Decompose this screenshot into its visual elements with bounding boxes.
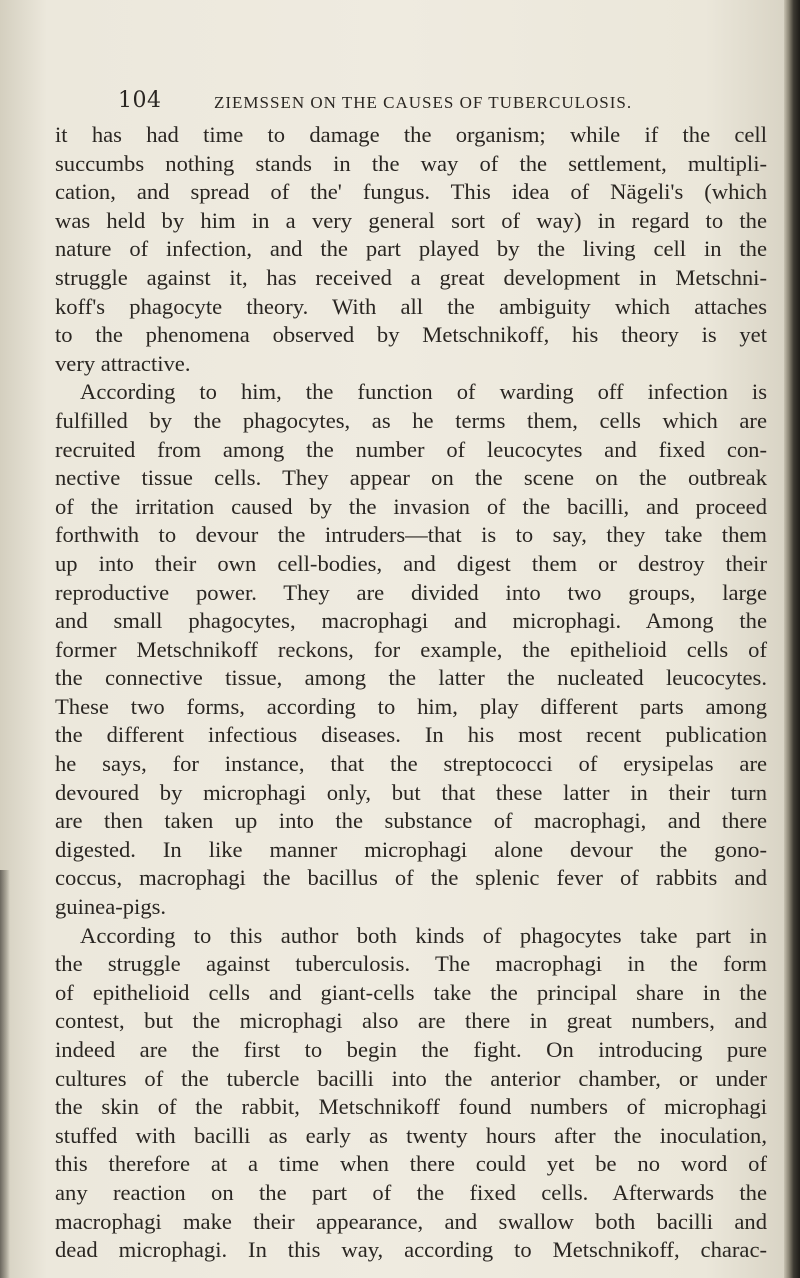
text-line: very attractive. [55, 350, 191, 376]
text-line: struggle against it, has received a great development in Metschni- [55, 264, 767, 290]
text-line: former Metschnikoff reckons, for example, the epithelioid cells of [55, 636, 767, 662]
page-edge-shadow [0, 870, 10, 1278]
text-line: These two forms, according to him, play different parts among [55, 693, 767, 719]
paragraph-start-line: According to this author both kinds of phagocytes take part in [80, 922, 767, 948]
text-line: guinea-pigs. [55, 894, 167, 920]
text-line: any reaction on the part of the fixed cells. Afterwards the [55, 1179, 767, 1205]
text-line: dead microphagi. In this way, according to Metschnikoff, charac- [55, 1237, 767, 1263]
text-line: koff's phagocyte theory. With all the ambiguity which attaches [55, 293, 767, 319]
text-line: this therefore at a time when there could yet be no word of [55, 1151, 767, 1177]
text-line: macrophagi make their appearance, and swallow both bacilli and [55, 1208, 767, 1234]
running-title: ZIEMSSEN ON THE CAUSES OF TUBERCULOSIS. [214, 93, 633, 112]
text-line: the different infectious diseases. In his most recent publication [55, 722, 767, 748]
paragraph-start-line: According to him, the function of warding off infection is [80, 379, 767, 405]
text-line: the connective tissue, among the latter the nucleated leucocytes. [55, 665, 767, 691]
text-line: up into their own cell-bodies, and digest them or destroy their [55, 550, 767, 576]
text-line: contest, but the microphagi also are there in great numbers, and [55, 1008, 767, 1034]
text-line: fulfilled by the phagocytes, as he terms them, cells which are [55, 407, 767, 433]
text-line: to the phenomena observed by Metschnikoff, his theory is yet [55, 322, 767, 348]
text-line: recruited from among the number of leucocytes and fixed con- [55, 436, 767, 462]
text-line: digested. In like manner microphagi alone devour the gono- [55, 836, 767, 862]
text-line: devoured by microphagi only, but that these latter in their turn [55, 779, 767, 805]
text-line: indeed are the first to begin the fight. On introducing pure [55, 1037, 767, 1062]
text-line: succumbs nothing stands in the way of the settlement, multipli- [55, 150, 767, 176]
text-line: he says, for instance, that the streptococci of erysipelas are [55, 751, 767, 777]
text-line: cation, and spread of the' fungus. This idea of Nägeli's (which [55, 179, 767, 205]
text-line: the struggle against tuberculosis. The macrophagi in the form [55, 951, 767, 977]
body-text [55, 121, 767, 1265]
text-line: coccus, macrophagi the bacillus of the splenic fever of rabbits and [55, 865, 767, 891]
text-line: cultures of the tubercle bacilli into the anterior chamber, or under [55, 1065, 767, 1091]
text-line: reproductive power. They are divided into two groups, large [55, 579, 767, 605]
page-number: 104 [118, 88, 162, 113]
page-header [118, 88, 758, 118]
text-line: stuffed with bacilli as early as twenty hours after the inoculation, [55, 1122, 767, 1148]
text-line: it has had time to damage the organism; while if the cell [55, 122, 767, 147]
text-line: the skin of the rabbit, Metschnikoff found numbers of microphagi [55, 1094, 767, 1120]
text-line: and small phagocytes, macrophagi and microphagi. Among the [55, 608, 767, 634]
text-line: are then taken up into the substance of macrophagi, and there [55, 808, 767, 834]
text-line: was held by him in a very general sort of way) in regard to the [55, 207, 767, 233]
text-line: of the irritation caused by the invasion of the bacilli, and proceed [55, 493, 767, 519]
text-line: of epithelioid cells and giant-cells take the principal share in the [55, 979, 767, 1005]
text-line: forthwith to devour the intruders—that is to say, they take them [55, 522, 767, 548]
book-gutter [784, 0, 800, 1278]
text-line: nature of infection, and the part played by the living cell in the [55, 236, 767, 262]
text-line: nective tissue cells. They appear on the scene on the outbreak [55, 465, 767, 491]
